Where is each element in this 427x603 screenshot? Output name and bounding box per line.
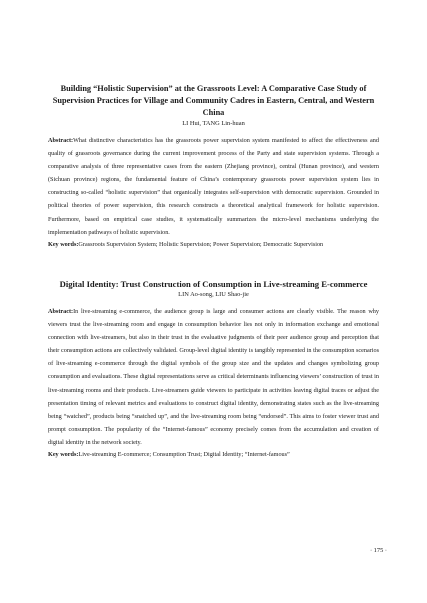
article-digital-identity	[48, 278, 379, 461]
keywords-label: Key words:	[48, 240, 79, 248]
article-abstract	[48, 305, 379, 449]
article-authors: LI Hui, TANG Lin-huan	[182, 120, 245, 127]
page-number: · 175 ·	[369, 547, 387, 554]
keywords-text: Grassroots Supervision System; Holistic Supervision; Power Supervision; Democratic Supervision	[78, 240, 324, 248]
article-title: Building “Holistic Supervision” at the Grassroots Level: A Comparative Case Study of Supervision Practices for Village and Community Cadres in Eastern, Central, and Western China	[52, 84, 375, 117]
abstract-text: In live-streaming e-commerce, the audience group is large and consumer actions are clearly visible. The reason why viewers trust the live-streaming room and engage in consumption behavior lies not only in information exchange and emotional connection with live-streamers, but also in their trust in the evaluative judgments of their peer audience group and perception that their consumption actions are collectively validated. Group-level digital identity is tangibly represented in the consumption scenarios of live-streaming e-commerce through the digital symbols of the group size and the updates and changes symbolizing group consumption and evaluations. These digital representations serve as critical determinants influencing viewers’ construction of trust in live-streaming rooms and their products. Live-streamers guide viewers to participate in activities leaving digital traces or adjust the presentation timing of relevant metrics and evaluations to construct digital identity, demonstrating states such as the live-streaming being “watched”, products being “snatched up”, and the live-streaming room being “endorsed”. This aims to foster viewer trust and prompt consumption. The popularity of the “Internet-famous” economy precisely comes from the accumulation and creation of digital identity in the network society.	[48, 308, 379, 446]
article-holistic-supervision	[48, 83, 379, 251]
abstract-label: Abstract:	[48, 137, 74, 144]
keywords-label: Key words:	[48, 451, 79, 459]
article-authors: LIN Ao-song, LIU Shao-jie	[178, 291, 249, 298]
article-title: Digital Identity: Trust Construction of Consumption in Live-streaming E-commerce	[59, 279, 368, 289]
article-keywords	[48, 239, 379, 251]
article-keywords	[48, 449, 379, 461]
abstract-text: What distinctive characteristics has the grassroots power supervision system manifested to affect the effectiveness and quality of grassroots governance during the current improvement process of the Party and state supervision systems. Through a comparative analysis of three representative cases from the eastern (Zhejiang province), central (Hunan province), and western (Sichuan province) regions, the fundamental feature of China’s contemporary grassroots power supervision system lies in constructing so-called “holistic supervision” that organically integrates self-supervision with democratic supervision. Grounded in political theories of power supervision, this research constructs a theoretical analytical framework for holistic supervision. Furthermore, based on empirical case studies, it systematically summarizes the micro-level mechanisms underlying the implementation pathways of holistic supervision.	[48, 137, 379, 236]
abstract-label: Abstract:	[48, 308, 74, 315]
keywords-text: Live-streaming E-commerce; Consumption Trust; Digital Identity; “Internet-famous”	[78, 451, 290, 459]
article-abstract	[48, 134, 379, 239]
